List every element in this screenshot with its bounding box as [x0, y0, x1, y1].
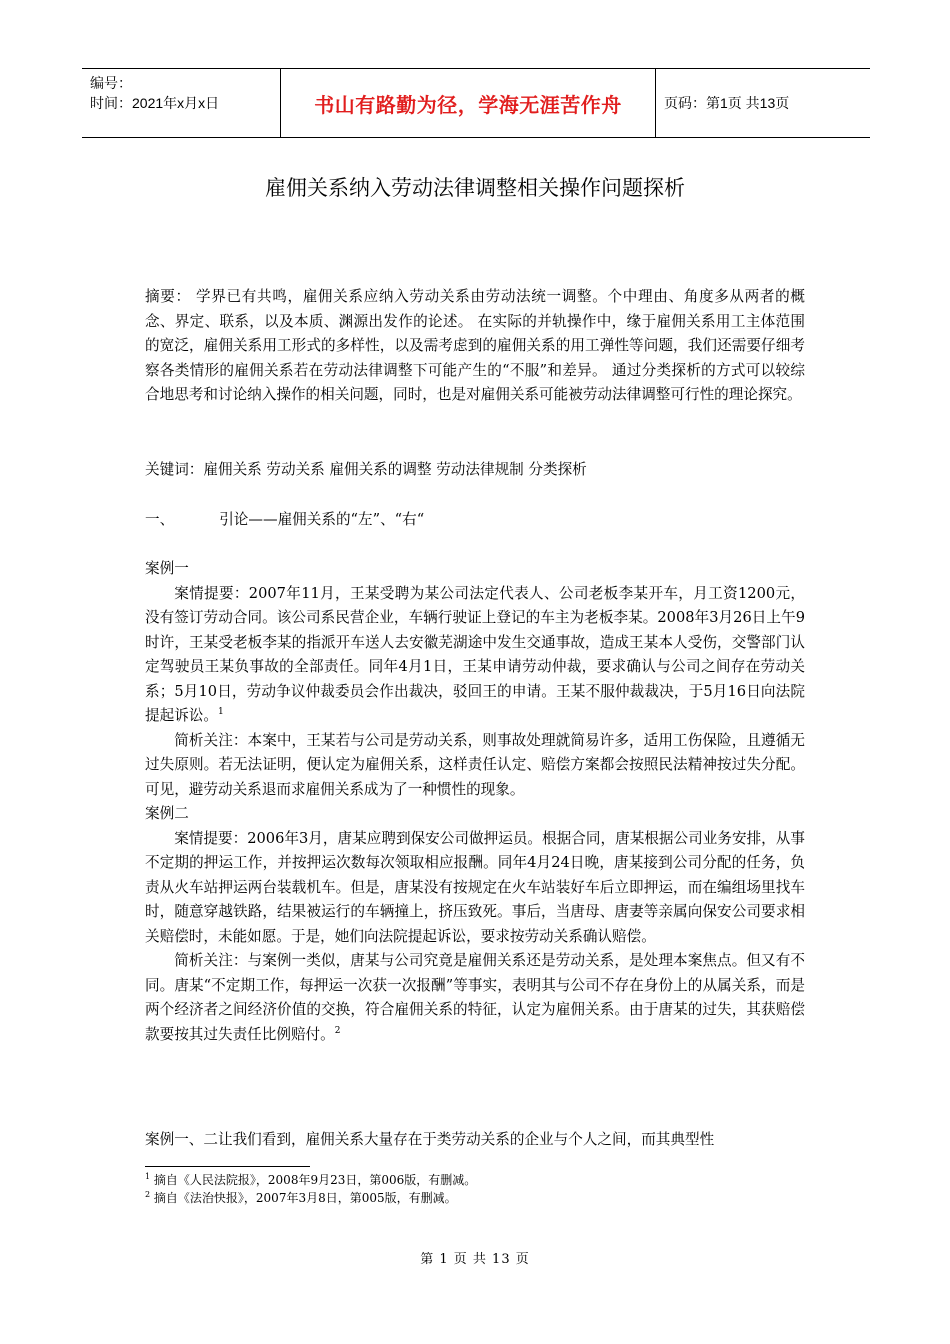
header-meta [82, 69, 281, 137]
header-page-count [656, 69, 870, 137]
case-two-analysis: 简析关注：与案例一类似，唐某与公司究竟是雇佣关系还是劳动关系，是处理本案焦点。但又有不同。唐某“不定期工作，每押运一次获一次报酬”等事实，表明其与公司不存在身份上的从属关系，而是两个经济者之间经济价值的交换，符合雇佣关系的特征，认定为雇佣关系。由于唐某的过失，其获赔偿款要按其过失责任比例赔付。$^2$ [145, 952, 805, 1043]
document-header [82, 68, 870, 138]
abstract-paragraph: 摘要： 学界已有共鸣，雇佣关系应纳入劳动关系由劳动法统一调整。个中理由、角度多从两者的概念、界定、联系，以及本质、渊源出发作的论述。 在实际的并轨操作中，缘于雇佣关系用工主体范围的宽泛，雇佣关系用工形式的多样性，以及需考虑到的雇佣关系的用工弹性等问题，我们还需要仔细考察各类情形的雇佣关系若在劳动法律调整下可能产生的“不服”和差异。 通过分类探析的方式可以较综合地思考和讨论纳入操作的相关问题，同时，也是对雇佣关系可能被劳动法律调整可行性的理论探究。 [145, 288, 805, 403]
page-title: 雇佣关系纳入劳动法律调整相关操作问题探析 [265, 176, 685, 200]
closing-block [145, 1128, 805, 1153]
section-title: 引论——雇佣关系的“左”、“右“ [219, 511, 425, 528]
footnote-ref-2: 2 [334, 1025, 341, 1036]
footnotes [145, 1171, 805, 1207]
case-one-facts: 案情提要：2007年11月，王某受聘为某公司法定代表人、公司老板李某开车，月工资1200元，没有签订劳动合同。该公司系民营企业，车辆行驶证上登记的车主为老板李某。2008年3月26日上午9时许，王某受老板李某的指派开车送人去安徽芜湖途中发生交通事故，造成王某本人受伤，交警部门认定驾驶员王某负事故的全部责任。同年4月1日，王某申请劳动仲裁，要求确认与公司之间存在劳动关系；5月10日，劳动争议仲裁委员会作出裁决，驳回王的申请。王某不服仲裁裁决，于5月16日向法院提起诉讼。$^1$ [145, 584, 805, 724]
document-number: 编号： [90, 75, 132, 91]
motto-text: 书山有路勤为径，学海无涯苦作舟 [314, 92, 622, 117]
document-date: 时间：2021年x月x日 [90, 95, 220, 111]
case-one [145, 557, 805, 802]
abstract-block [145, 285, 805, 408]
case-two-facts: 案情提要：2006年3月，唐某应聘到保安公司做押运员。根据合同，唐某根据公司业务安排，从事不定期的押运工作，并按押运次数每次领取相应报酬。同年4月24日晚，唐某接到公司分配的任务，负责从火车站押运两台装载机车。但是，唐某没有按规定在火车站装好车后立即押运，而在编组场里找车时，随意穿越铁路，结果被运行的车辆撞上，挤压致死。事后，当唐母、唐妻等亲属向保安公司要求相关赔偿时，未能如愿。于是，她们向法院提起诉讼，要求按劳动关系确认赔偿。 [145, 829, 805, 945]
case-two-label: 案例二 [145, 805, 189, 822]
footnote-divider [145, 1166, 310, 1167]
footnote-2: $^2$ 摘自《法治快报》，2007年3月8日，第005版，有删减。 [145, 1190, 457, 1205]
footnote-1: $^1$ 摘自《人民法院报》，2008年9月23日，第006版，有删减。 [145, 1172, 477, 1187]
page-footer: 第 1 页 共 13 页 [420, 1252, 530, 1267]
page-count-text: 页码：第1页 共13页 [664, 95, 790, 111]
case-one-label: 案例一 [145, 560, 189, 577]
case-two [145, 802, 805, 1047]
case-one-analysis: 简析关注：本案中，王某若与公司是劳动关系，则事故处理就简易许多，适用工伤保险，且遵循无过失原则。若无法证明，便认定为雇佣关系，这样责任认定、赔偿方案都会按照民法精神按过失分配。可见，避劳动关系退而求雇佣关系成为了一种惯性的现象。 [145, 731, 805, 798]
section-heading [145, 508, 805, 533]
closing-paragraph: 案例一、二让我们看到，雇佣关系大量存在于类劳动关系的企业与个人之间，而其典型性 [145, 1131, 715, 1148]
keywords-paragraph: 关键词：雇佣关系 劳动关系 雇佣关系的调整 劳动法律规制 分类探析 [145, 461, 587, 478]
keywords-block [145, 458, 805, 483]
section-number: 一、 [145, 511, 175, 528]
footnote-ref-1: 1 [217, 707, 224, 718]
header-motto [281, 69, 656, 137]
